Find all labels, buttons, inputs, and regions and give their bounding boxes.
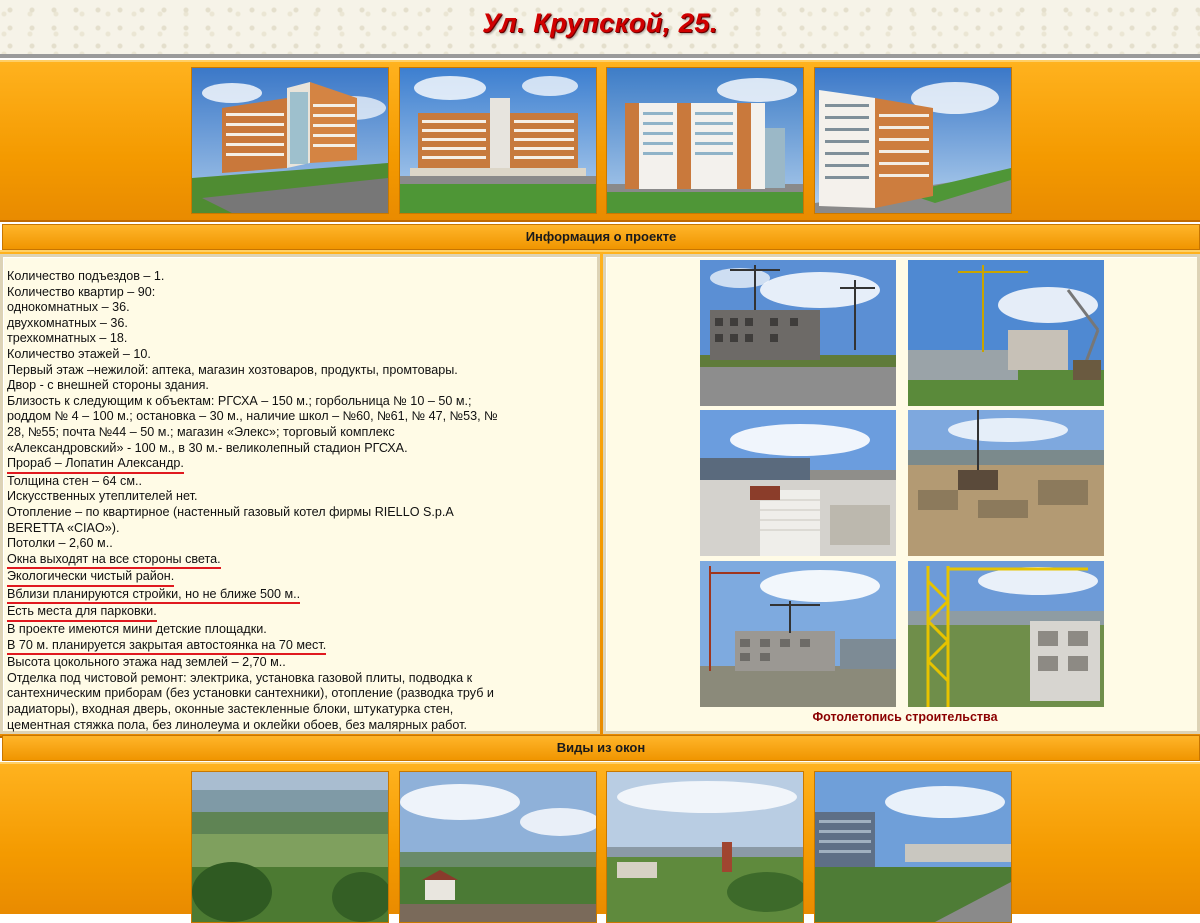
- info-line: BERETTA «CIAO»).: [7, 520, 120, 535]
- info-line-garage: В 70 м. планируется закрытая автостоянка на 70 мест.: [7, 638, 326, 656]
- info-line: Двор - с внешней стороны здания.: [7, 378, 209, 393]
- info-line: цементная стяжка пола, без линолеума и оклейки обоев, без малярных работ.: [7, 717, 467, 732]
- construction-photo-2[interactable]: [908, 260, 1104, 406]
- window-view-2[interactable]: [399, 771, 597, 923]
- construction-photo-3[interactable]: [700, 410, 896, 556]
- info-line: однокомнатных – 36.: [7, 300, 130, 315]
- info-line: Высота цокольного этажа над землей – 2,70 м..: [7, 655, 286, 670]
- construction-photo-5[interactable]: [700, 561, 896, 707]
- construction-photo-panel: [603, 254, 1200, 734]
- info-line: Искусственных утеплителей нет.: [7, 489, 198, 504]
- building-rendering-2[interactable]: [399, 67, 597, 214]
- building-rendering-4[interactable]: [814, 67, 1012, 214]
- info-line: Потолки – 2,60 м..: [7, 536, 113, 551]
- renderings-strip: [0, 60, 1200, 222]
- page-header: [0, 0, 1200, 58]
- window-view-4[interactable]: [814, 771, 1012, 923]
- info-line: В проекте имеются мини детские площадки.: [7, 622, 267, 637]
- project-info-panel: [0, 254, 600, 734]
- window-view-1[interactable]: [191, 771, 389, 923]
- info-line: Количество подъездов – 1.: [7, 269, 165, 283]
- info-line-construction-distance: Вблизи планируются стройки, но не ближе 500 м..: [7, 587, 300, 605]
- project-info-text: [7, 269, 595, 733]
- info-line: трехкомнатных – 18.: [7, 331, 128, 346]
- window-view-3[interactable]: [606, 771, 804, 923]
- photo-caption: Фотолетопись строительства: [812, 710, 998, 724]
- construction-photo-1[interactable]: [700, 260, 896, 406]
- construction-photo-6[interactable]: [908, 561, 1104, 707]
- info-line: роддом № 4 – 100 м.; остановка – 30 м., наличие школ – №60, №61, № 47, №53, №: [7, 409, 498, 424]
- info-line: «Александровский» - 100 м., в 30 м.- великолепный стадион РГСХА.: [7, 440, 408, 455]
- info-line: Близость к следующим к объектам: РГСХА – 150 м.; горбольница № 10 – 50 м.;: [7, 393, 472, 408]
- building-rendering-3[interactable]: [606, 67, 804, 214]
- page-title: Ул. Крупской, 25.: [482, 8, 718, 38]
- info-line: Отопление – по квартирное (настенный газовый котел фирмы RIELLO S.p.A: [7, 504, 454, 519]
- info-line-ecology: Экологически чистый район.: [7, 569, 174, 587]
- section-title-project-info: Информация о проекте: [2, 224, 1200, 250]
- info-line: Количество этажей – 10.: [7, 346, 151, 361]
- info-line: 28, №55; почта №44 – 50 м.; магазин «Элекс»; торговый комплекс: [7, 424, 395, 439]
- info-line: Количество квартир – 90:: [7, 284, 156, 299]
- info-line-windows: Окна выходят на все стороны света.: [7, 552, 221, 570]
- info-line: Первый этаж –нежилой: аптека, магазин хозтоваров, продукты, промтовары.: [7, 362, 458, 377]
- info-line: радиаторы), входная дверь, оконные застекленные блоки, штукатурка стен,: [7, 702, 454, 717]
- info-line-parking: Есть места для парковки.: [7, 604, 157, 622]
- construction-photo-4[interactable]: [908, 410, 1104, 556]
- section-title-window-views: Виды из окон: [2, 735, 1200, 761]
- building-rendering-1[interactable]: [191, 67, 389, 214]
- info-line: Толщина стен – 64 см..: [7, 473, 142, 488]
- window-views-strip: [0, 762, 1200, 914]
- info-line-foreman: Прораб – Лопатин Александр.: [7, 456, 184, 474]
- info-line: Отделка под чистовой ремонт: электрика, установка газовой плиты, подводка к: [7, 670, 473, 685]
- info-line: сантехническим приборам (без установки сантехники), отопление (разводка труб и: [7, 686, 494, 701]
- info-line: двухкомнатных – 36.: [7, 315, 128, 330]
